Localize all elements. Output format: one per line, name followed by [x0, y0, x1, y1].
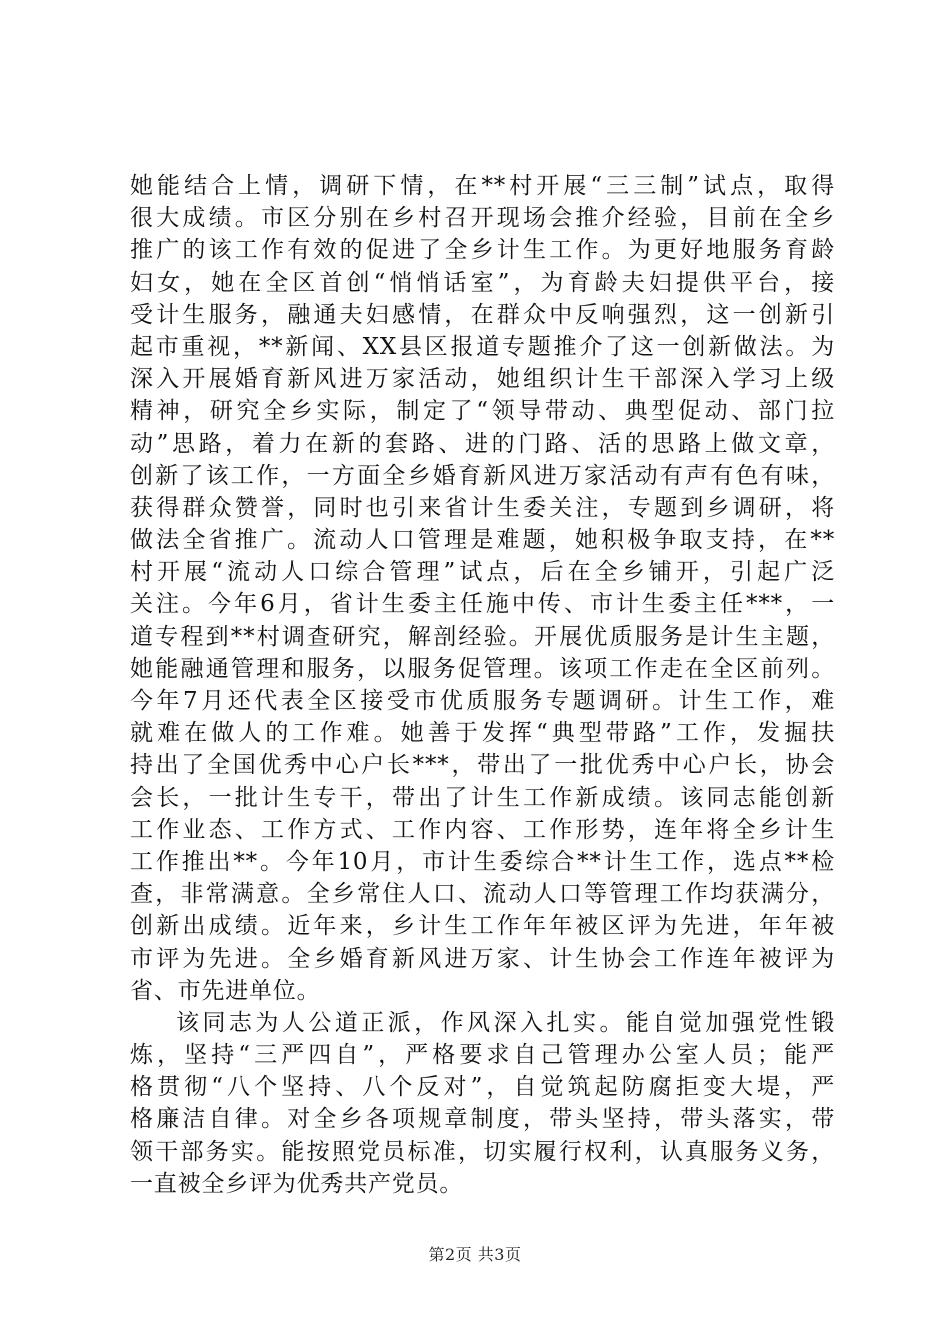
text-line: 持出了全国优秀中心户长***，带出了一批优秀中心户长，协会 [130, 752, 835, 779]
text-line: 会长，一批计生专干，带出了计生工作新成绩。该同志能创新 [130, 784, 835, 811]
text-line: 村开展“流动人口综合管理”试点，后在全乡铺开，引起广泛 [130, 559, 835, 586]
text-line: 道专程到**村调查研究，解剖经验。开展优质服务是计生主题， [130, 623, 835, 650]
text-line: 工作业态、工作方式、工作内容、工作形势，连年将全乡计生 [130, 816, 835, 843]
text-line: 关注。今年6月，省计生委主任施中传、市计生委主任***，一 [130, 591, 835, 618]
text-line: 领干部务实。能按照党员标准，切实履行权利，认真服务义务， [130, 1138, 835, 1165]
text-line: 今年7月还代表全区接受市优质服务专题调研。计生工作，难 [130, 688, 835, 714]
text-line: 获得群众赞誉，同时也引来省计生委关注，专题到乡调研，将 [130, 494, 835, 521]
text-line: 就难在做人的工作难。她善于发挥“典型带路”工作，发掘扶 [130, 720, 835, 747]
text-line: 妇女，她在全区首创“悄悄话室”，为育龄夫妇提供平台，接 [130, 269, 835, 296]
text-line: 格廉洁自律。对全乡各项规章制度，带头坚持，带头落实，带 [130, 1106, 835, 1133]
text-line: 受计生服务，融通夫妇感情，在群众中反响强烈，这一创新引 [130, 301, 835, 328]
text-line: 动”思路，着力在新的套路、进的门路、活的思路上做文章， [130, 430, 835, 457]
text-line: 推广的该工作有效的促进了全乡计生工作。为更好地服务育龄 [130, 237, 835, 264]
text-line: 该同志为人公道正派，作风深入扎实。能自觉加强党性锻 [176, 1009, 835, 1036]
text-line: 省、市先进单位。 [130, 977, 321, 1004]
text-line: 创新了该工作，一方面全乡婚育新风进万家活动有声有色有味， [130, 462, 835, 489]
page-footer: 第2页 共3页 [428, 1245, 522, 1264]
text-line: 她能结合上情，调研下情，在**村开展“三三制”试点，取得 [130, 173, 835, 199]
document-body [130, 170, 835, 1200]
text-line: 一直被全乡评为优秀共产党员。 [130, 1170, 464, 1197]
text-line: 深入开展婚育新风进万家活动，她组织计生干部深入学习上级 [130, 366, 835, 393]
text-line: 市评为先进。全乡婚育新风进万家、计生协会工作连年被评为 [130, 945, 835, 972]
text-line: 起市重视，**新闻、XX县区报道专题推介了这一创新做法。为 [130, 333, 835, 360]
text-line: 做法全省推广。流动人口管理是难题，她积极争取支持，在** [130, 527, 835, 554]
text-line: 查，非常满意。全乡常住人口、流动人口等管理工作均获满分， [130, 881, 835, 908]
text-line: 很大成绩。市区分别在乡村召开现场会推介经验，目前在全乡 [130, 205, 835, 232]
text-line: 精神，研究全乡实际，制定了“领导带动、典型促动、部门拉 [130, 398, 835, 425]
text-line: 格贯彻“八个坚持、八个反对”，自觉筑起防腐拒变大堤，严 [130, 1074, 835, 1101]
text-line: 她能融通管理和服务，以服务促管理。该项工作走在全区前列。 [130, 655, 835, 682]
text-line: 工作推出**。今年10月，市计生委综合**计生工作，选点**检 [130, 848, 835, 875]
text-line: 炼，坚持“三严四自”，严格要求自己管理办公室人员；能严 [130, 1042, 835, 1069]
text-line: 创新出成绩。近年来，乡计生工作年年被区评为先进，年年被 [130, 913, 835, 940]
